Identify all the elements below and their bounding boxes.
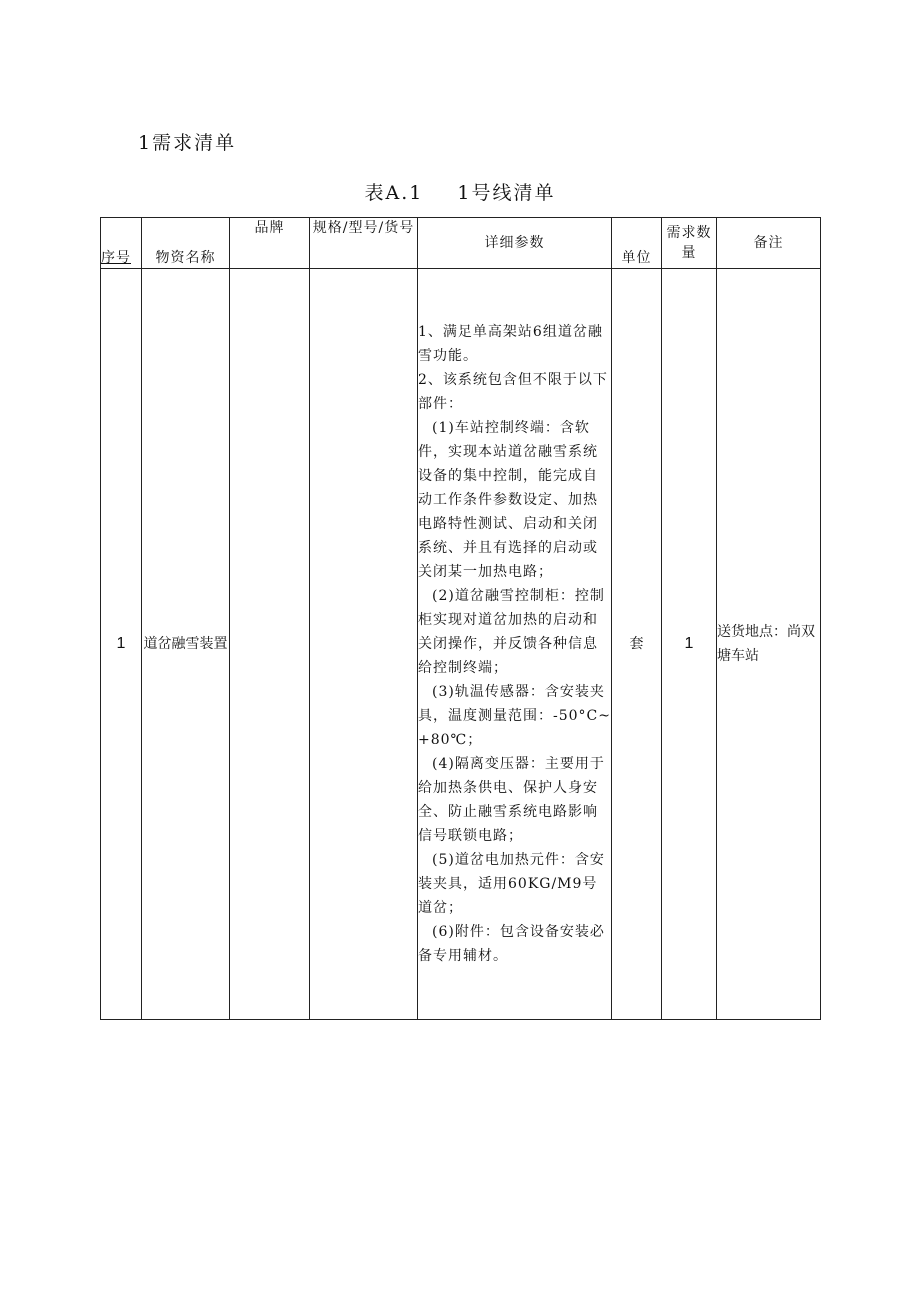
cell-brand bbox=[230, 269, 310, 1020]
header-seq: 序号 bbox=[101, 218, 142, 269]
param-line: 2、该系统包含但不限于以下部件： bbox=[418, 372, 608, 412]
cell-qty: 1 bbox=[662, 269, 717, 1020]
table-row bbox=[101, 269, 821, 1020]
cell-note: 送货地点：尚双塘车站 bbox=[717, 269, 821, 1020]
header-params: 详细参数 bbox=[418, 218, 612, 269]
cell-name: 道岔融雪装置 bbox=[142, 269, 230, 1020]
param-line: (6)附件：包含设备安装必备专用辅材。 bbox=[418, 924, 605, 964]
param-line: 1、满足单高架站6组道岔融雪功能。 bbox=[418, 324, 603, 364]
header-qty: 需求数量 bbox=[662, 218, 717, 269]
param-line: (1)车站控制终端：含软件，实现本站道岔融雪系统设备的集中控制，能完成自动工作条件参数设定、加热电路特性测试、启动和关闭系统、并且有选择的启动或关闭某一加热电路； bbox=[418, 420, 598, 580]
header-brand: 品牌 bbox=[230, 218, 310, 269]
table-caption-title: 1号线清单 bbox=[457, 182, 556, 204]
cell-unit: 套 bbox=[612, 269, 662, 1020]
table-caption-label: 表A.1 bbox=[364, 182, 424, 204]
param-line: (5)道岔电加热元件：含安装夹具，适用60KG/M9号道岔； bbox=[418, 852, 605, 916]
section-heading: 1需求清单 bbox=[138, 132, 237, 154]
table-caption bbox=[0, 178, 920, 205]
param-line: (4)隔离变压器：主要用于给加热条供电、保护人身安全、防止融雪系统电路影响信号联锁电路； bbox=[418, 756, 605, 844]
header-unit: 单位 bbox=[612, 218, 662, 269]
header-note: 备注 bbox=[717, 218, 821, 269]
header-name: 物资名称 bbox=[142, 218, 230, 269]
header-spec: 规格/型号/货号 bbox=[310, 218, 418, 269]
table-header-row bbox=[101, 218, 821, 269]
param-line: (3)轨温传感器：含安装夹具，温度测量范围：-50°C~+80℃； bbox=[418, 684, 611, 748]
cell-seq: 1 bbox=[101, 269, 142, 1020]
cell-spec bbox=[310, 269, 418, 1020]
param-line: (2)道岔融雪控制柜：控制柜实现对道岔加热的启动和关闭操作，并反馈各种信息给控制终端； bbox=[418, 588, 605, 676]
cell-params bbox=[418, 269, 612, 1020]
requirements-table bbox=[100, 217, 821, 1020]
